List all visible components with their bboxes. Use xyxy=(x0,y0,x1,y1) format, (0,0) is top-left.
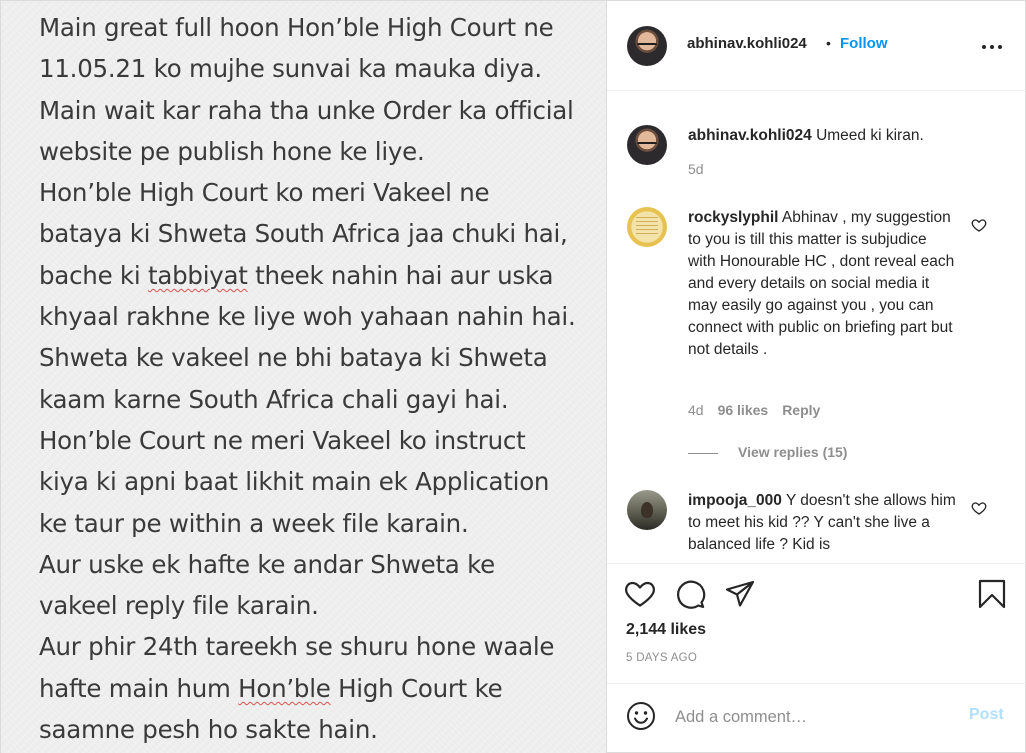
image-text-line: Shweta ke vakeel ne bhi bataya ki Shweta xyxy=(39,343,548,373)
image-text-line: Hon’ble Court ne meri Vakeel ko instruct xyxy=(39,425,526,455)
comment-username[interactable]: rockyslyphil xyxy=(688,209,779,226)
comment-body: Abhinav , my suggestion to you is till this matter is subjudice with Honourable HC , dont reveal each and every details on social media it may easily go against you , you can connect with public on briefing part but not details . xyxy=(688,209,955,358)
image-text-segment: High Court ke xyxy=(330,673,503,703)
comment-username[interactable]: abhinav.kohli024 xyxy=(688,127,812,144)
post-image-text xyxy=(39,7,599,750)
comment-body: Y doesn't she allows him to meet his kid ?? Y can't she live a balanced life ? Kid is xyxy=(688,492,956,553)
avatar[interactable] xyxy=(627,207,667,247)
spellcheck-word: tabbiyat xyxy=(147,260,248,290)
share-icon[interactable] xyxy=(724,578,756,610)
image-text-segment: hafte main hum xyxy=(39,673,239,703)
image-text-line: Hon’ble High Court ko meri Vakeel ne xyxy=(39,178,490,208)
bookmark-icon[interactable] xyxy=(976,578,1008,610)
comment-body: Umeed ki kiran. xyxy=(816,127,924,144)
heart-icon[interactable] xyxy=(624,578,656,610)
post-timestamp[interactable]: 5 DAYS AGO xyxy=(626,652,698,664)
image-text-line: ke taur pe within a week file karain. xyxy=(39,508,469,538)
avatar[interactable] xyxy=(627,26,667,66)
emoji-icon[interactable] xyxy=(626,701,656,731)
image-text-line: kiya ki apni baat likhit main ek Application xyxy=(39,467,550,497)
comment-likes[interactable]: 96 likes xyxy=(717,402,769,418)
image-text-line: Aur uske ek hafte ke andar Shweta ke xyxy=(39,549,495,579)
comment-time[interactable]: 5d xyxy=(688,161,704,177)
image-text-line: 11.05.21 ko mujhe sunvai ka mauka diya. xyxy=(39,54,542,84)
image-text-line: Aur phir 24th tareekh se shuru hone waale xyxy=(39,632,555,662)
action-bar xyxy=(607,563,1026,613)
spellcheck-word: Hon’ble xyxy=(238,673,331,703)
image-text-segment: theek nahin hai aur uska xyxy=(247,260,554,290)
image-text-line xyxy=(39,255,599,296)
divider xyxy=(688,453,718,454)
comment-meta xyxy=(688,161,704,177)
reply-button[interactable]: Reply xyxy=(782,402,821,418)
avatar[interactable] xyxy=(627,490,667,530)
image-text-line: kaam karne South Africa chali gayi hai. xyxy=(39,384,509,414)
comment-meta xyxy=(688,402,820,418)
image-text-line xyxy=(39,668,599,709)
comment-input[interactable] xyxy=(675,704,945,730)
image-text-line: website pe publish hone ke liye. xyxy=(39,136,425,166)
comment-time[interactable]: 4d xyxy=(688,402,704,418)
post-image[interactable] xyxy=(1,1,607,753)
view-replies-button[interactable] xyxy=(688,444,847,460)
follow-button[interactable]: Follow xyxy=(840,35,888,52)
author-username[interactable]: abhinav.kohli024 xyxy=(687,35,807,52)
view-replies-label: View replies (15) xyxy=(738,444,848,460)
image-text-line: khyaal rakhne ke liye woh yahaan nahin hai. xyxy=(39,302,576,332)
comment-username[interactable]: impooja_000 xyxy=(688,492,782,509)
more-horizontal-icon[interactable] xyxy=(981,38,1003,56)
comment-text xyxy=(688,490,958,556)
image-text-segment: bache ki xyxy=(39,260,148,290)
post-sidebar xyxy=(607,1,1026,753)
comment-icon[interactable] xyxy=(674,578,706,610)
image-text-line: saamne pesh ho sakte hain. xyxy=(39,715,378,745)
image-text-line: bataya ki Shweta South Africa jaa chuki hai, xyxy=(39,219,568,249)
caption-text xyxy=(688,125,958,147)
comments-list[interactable] xyxy=(607,92,1026,562)
image-text-line: Main wait kar raha tha unke Order ka official xyxy=(39,95,574,125)
post-header xyxy=(607,1,1026,91)
likes-count[interactable]: 2,144 likes xyxy=(626,621,707,638)
comment-text xyxy=(688,207,958,361)
comment-like-heart-icon[interactable] xyxy=(971,217,987,233)
comment-like-heart-icon[interactable] xyxy=(971,500,987,516)
add-comment-bar xyxy=(607,683,1026,753)
avatar[interactable] xyxy=(627,125,667,165)
image-text-line: Main great full hoon Hon’ble High Court ne xyxy=(39,13,554,42)
separator-dot: • xyxy=(826,35,831,51)
post-comment-button[interactable]: Post xyxy=(969,706,1004,723)
image-text-line: vakeel reply file karain. xyxy=(39,591,319,621)
